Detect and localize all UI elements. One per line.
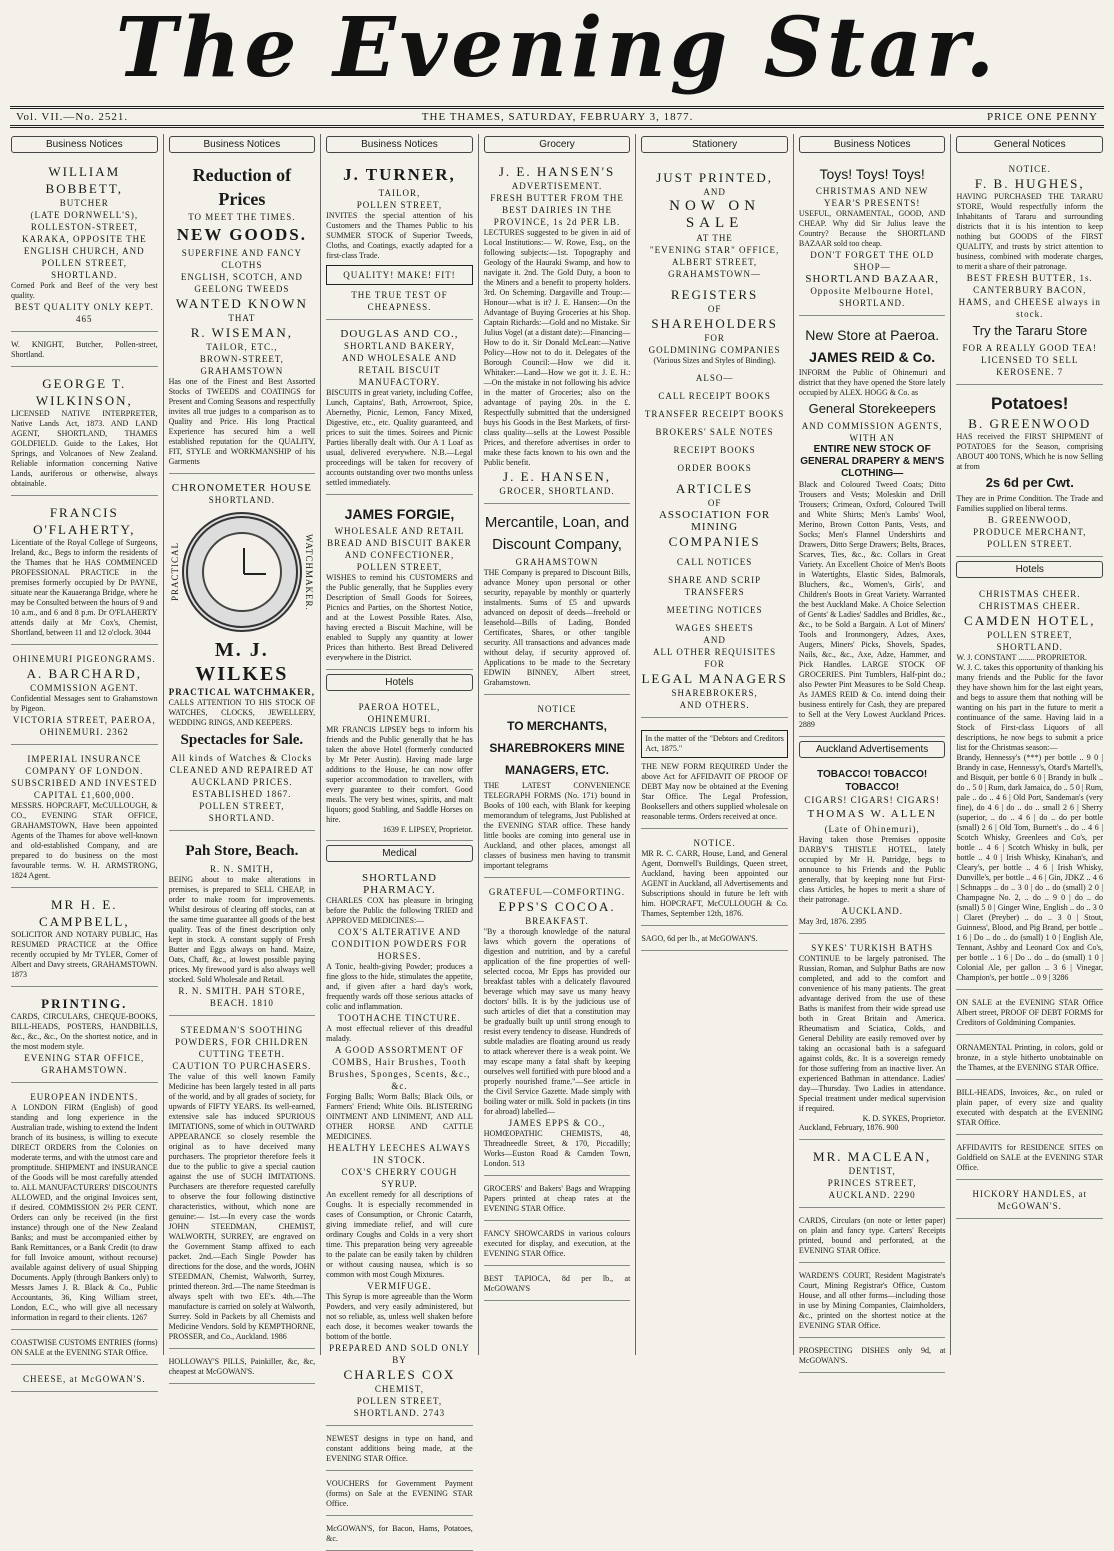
- ad-name: CAMDEN HOTEL,: [964, 613, 1096, 628]
- ad-line: (Various Sizes and Styles of Binding).: [653, 356, 776, 365]
- section-heading: Stationery: [641, 136, 788, 153]
- ad-name: EPPS'S COCOA.: [498, 899, 616, 914]
- ad-name: J. E. HANSEN'S: [498, 164, 616, 179]
- ad-heading: FRESH BUTTER FROM THE BEST DAIRIES IN THE PROVINCE, 1s 2d PER LB.: [490, 193, 624, 227]
- price: PRICE ONE PENNY: [987, 111, 1098, 123]
- ad-affidavits: [956, 1139, 1103, 1180]
- ad-vouchers: [326, 1475, 473, 1516]
- section-heading: Grocery: [484, 136, 631, 153]
- ad-heading: NOTICE.: [693, 838, 736, 848]
- pocket-watch-icon: [182, 512, 302, 632]
- ad-printing: [11, 991, 158, 1083]
- ad-box: In the matter of the "Debtors and Creditors Act, 1875.": [641, 730, 788, 758]
- ad-body: HICKORY HANDLES, at McGOWAN'S.: [972, 1189, 1087, 1211]
- ad-sub: WHOLESALE AND RETAIL: [334, 526, 465, 536]
- ad-trade: BUTCHER: [59, 198, 109, 208]
- ad-sub: NOTICE.: [1008, 164, 1051, 174]
- ad-sub: CIGARS! CIGARS! CIGARS!: [804, 795, 940, 805]
- masthead: [0, 0, 1114, 100]
- ad-carr-notice: [641, 833, 788, 926]
- ad-body: CARDS, CIRCULARS, CHEQUE-BOOKS, BILL-HEADS, POSTERS, HANDBILLS, &c., &c., &c., On the shortest notice, and in the most modern style.: [11, 1012, 158, 1051]
- ad-heading: Spectacles for Sale.: [180, 732, 304, 748]
- column-6: [794, 134, 952, 1365]
- ad-address: POLLEN STREET,: [356, 200, 443, 210]
- ad-debtors-form: [641, 722, 788, 829]
- ad-line: ARTICLES: [675, 481, 754, 496]
- ad-body: THE Company is prepared to Discount Bills, advance Money upon personal or other security, repayable by monthly or quarterly instalments. Sums of £5 and upwards advanced on deposit of deeds—freehold or leasehold—Bills of Lading, Bonded Certificates, Shares, or other tangible security. All transactions and advances made without delay, if security approved of. Applications to be made to the Secretary EDWIN BINNEY, Albert street, Grahamstown.: [483, 568, 631, 687]
- ad-address: POLLEN STREET,: [356, 562, 443, 572]
- ad-address: AUCKLAND. 2290: [828, 1190, 916, 1200]
- ad-line: FOR A REALLY GOOD TEA!: [962, 343, 1098, 353]
- ad-body: PROSPECTING DISHES only 9d, at McGOWAN'S.: [798, 1346, 946, 1365]
- ad-title: TOBACCO! TOBACCO! TOBACCO!: [817, 769, 928, 793]
- ad-title: Reduction of Prices: [192, 165, 292, 209]
- ad-title: Toys! Toys! Toys!: [819, 166, 925, 182]
- ad-body: HAVING PURCHASED THE TARARU STORE, Would respectfully inform the Inhabitants of Tararu and surrounding districts that it is his intention to keep nothing but GOODS of the FIRST QUALITY, and trusts by strict attention to business, combined with moderate charges, to merit a share of their patronage.: [956, 192, 1104, 271]
- ad-trade: BREAD AND BISCUIT BAKER AND CONFECTIONER,: [327, 538, 472, 560]
- ad-name: DOUGLAS AND CO.,: [340, 328, 459, 340]
- ad-body: MR R. C. CARR, House, Land, and General Agent, Dornwell's Buildings, Queen street, Auckland, having been appointed our AGENT in Auckland, all Advertisements and Subscriptions should in future be left with him. HOPCRAFT, McCULLOUGH & Co. Thames, September 12th, 1876.: [641, 849, 788, 918]
- ad-body: Having taken those Premises opposite DARBY'S THISTLE HOTEL, lately occupied by Mr H. Patridge, begs to announce to his Friends and the Public generally, that by keeping none but First-class Articles, he hopes to merit a share of their patronage.: [798, 835, 946, 904]
- section-heading: Hotels: [956, 561, 1103, 578]
- ad-line: NOW ON SALE: [669, 198, 761, 231]
- ad-campbell: [11, 892, 158, 987]
- ad-heading: Mercantile, Loan, and Discount Company,: [484, 514, 630, 553]
- ad-name: M. J. WILKES: [195, 639, 289, 685]
- ad-prospecting: [799, 1342, 946, 1373]
- ad-sykes-baths: [799, 938, 946, 1140]
- ad-heading: ENTIRE NEW STOCK OF GENERAL DRAPERY & MEN'S CLOTHING—: [800, 444, 945, 479]
- ad-cheese: [11, 1369, 158, 1392]
- ad-body: WISHES to remind his CUSTOMERS and the Public generally, that he Supplies every Description of Small Goods for Soirees, Picnics and Parties, on the Shortest Notice, and at the Lowest Possible Rates. Also, having erected a Biscuit Machine, will be enabled to Supply any quantity at lower Prices than hitherto. Best Bread Delivered everywhere in the District.: [326, 573, 473, 662]
- ad-address: HOMŒOPATHIC CHEMISTS, 48, Threadneedle Street, & 170, Piccadilly; Works—Euston Road & Camden Town, London. 513: [483, 1129, 631, 1168]
- column-2: [164, 134, 322, 1376]
- ad-name: SHORTLAND BAZAAR,: [805, 273, 940, 285]
- issue-date: THE THAMES, SATURDAY, FEBRUARY 3, 1877.: [421, 111, 694, 123]
- ad-name: MR H. E. CAMPBELL,: [38, 897, 130, 929]
- ad-body: CALLS ATTENTION TO HIS STOCK OF WATCHES, CLOCKS, JEWELLERY, WEDDING RINGS, AND KEEPERS.: [168, 698, 316, 727]
- ad-body: INFORM the Public of Ohinemuri and district that they have opened the Store lately occupied by ALEX. HOGG & Co. as: [798, 368, 946, 397]
- ad-sub: (LATE DORNWELL'S),: [30, 210, 139, 220]
- ad-heading: PAEROA HOTEL, OHINEMURI.: [358, 702, 441, 724]
- ad-proprietor: W. J. CONSTANT ........ PROPRIETOR.: [956, 653, 1088, 662]
- ad-body: WARDEN'S COURT, Resident Magistrate's Court, Mining Registrar's Office, Custom House, and all other forms—including those in use by Mining Companies, Claimholders, &c., printed on the shortest notice at the EVENING STAR Office.: [798, 1271, 946, 1330]
- ad-address: AUCKLAND.: [841, 906, 904, 916]
- ad-address: POLLEN STREET, SHORTLAND.: [199, 801, 285, 823]
- ad-line: ESTABLISHED 1867.: [192, 789, 292, 799]
- ad-name: JAMES REID & Co.: [809, 349, 936, 365]
- ad-line: JUST PRINTED,: [656, 170, 773, 185]
- ad-signature: K. D. SYKES, Proprietor.: [862, 1114, 946, 1123]
- ad-line: THAT: [228, 313, 256, 323]
- ad-body: HOLLOWAY'S PILLS, Painkiller, &c, &c, cheapest at McGOWAN'S.: [168, 1357, 316, 1376]
- ad-name: B. GREENWOOD: [968, 416, 1092, 431]
- ad-sago: [641, 930, 788, 951]
- ad-name: CHARLES COX: [343, 1367, 456, 1382]
- ad-hickory: [956, 1184, 1103, 1219]
- ad-telegraph-notice: [484, 699, 631, 878]
- ad-tagline: THE TRUE TEST OF CHEAPNESS.: [351, 290, 448, 312]
- ad-turner: [326, 159, 473, 320]
- ad-line: GRAHAMSTOWN—: [668, 269, 762, 279]
- ad-wardens-court: [799, 1267, 946, 1338]
- ad-heading: NEW GOODS.: [176, 225, 307, 244]
- ad-bobbett: [11, 159, 158, 332]
- ad-address: POLLEN STREET, SHORTLAND. 2743: [353, 1396, 446, 1418]
- ad-body: SAGO, 6d per lb., at McGOWAN'S.: [641, 934, 758, 943]
- ad-newest-designs: [326, 1430, 473, 1471]
- ad-line: LICENSED TO SELL KEROSENE. 7: [981, 355, 1079, 377]
- ad-body: INVITES the special attention of his Customers and the Thames Public to his SUMMER STOCK of Superior Tweeds, Cloths, and Coatings, exactly adapted for a first-class Trade.: [326, 211, 473, 260]
- ad-line: AND OTHERS.: [679, 700, 750, 710]
- ad-forgie: [326, 499, 473, 670]
- ad-title: Pah Store, Beach.: [185, 843, 299, 859]
- ad-body: BILL-HEADS, Invoices, &c., on ruled or plain paper, of every size and quality executed with despatch at the EVENING STAR Office.: [956, 1088, 1104, 1127]
- ad-hansen: [484, 159, 631, 504]
- column-3: [321, 134, 479, 1543]
- product-desc: A Tonic, health-giving Powder; produces a fine gloss to the hide, stimulates the appetite, and, if given after a hard day's work, frequently wards off those serious attacks of colic and inflammation.: [326, 962, 473, 1011]
- ad-wilkinson: [11, 371, 158, 496]
- ad-showcards: [484, 1225, 631, 1266]
- ad-name: WILLIAM BOBBETT,: [45, 164, 124, 196]
- watch-figure: [169, 506, 316, 638]
- ad-trade: PRACTICAL WATCHMAKER,: [168, 687, 315, 697]
- ad-line: WANTED KNOWN: [175, 296, 308, 311]
- ad-body: VOUCHERS for Government Payment (forms) on Sale at the EVENING STAR Office.: [326, 1479, 473, 1508]
- ad-name: JAMES FORGIE,: [344, 506, 455, 522]
- ad-body: BEING about to make alterations in premises, is prepared to SELL CHEAP, in order to make room for improvements. Whilst desirous of clearing off stocks, can at the same time guarantee all goods of the best quality. Teas of the finest description only kept in stock. A constant supply of Fresh Butter and Eggs always on hand. Maize, Oats, Chaff, &c., at lowest possible paying prices. My firewood yard is also always well stocked. Sold Wholesale and Retail.: [168, 875, 316, 984]
- section-heading: Business Notices: [11, 136, 158, 153]
- ad-line: ASSOCIATION FOR MINING: [658, 509, 771, 533]
- ad-body: BEST TAPIOCA, 8d per lb., at McGOWAN'S: [483, 1274, 631, 1293]
- ad-signature: JAMES EPPS & CO.,: [508, 1118, 606, 1128]
- ad-line: AND: [703, 635, 726, 645]
- ad-billheads: [956, 1084, 1103, 1135]
- ad-line: GOLDMINING COMPANIES: [648, 345, 781, 355]
- column-5: [636, 134, 794, 1355]
- ad-body: ORNAMENTAL Printing, in colors, gold or bronze, in a style hitherto unobtainable on the Thames, at the EVENING STAR Office.: [956, 1043, 1104, 1072]
- ad-heading: Try the Tararu Store: [972, 323, 1088, 338]
- ad-body: W. KNIGHT, Butcher, Pollen-street, Shortland.: [11, 340, 158, 359]
- ad-line: SHARE AND SCRIP TRANSFERS: [668, 575, 762, 597]
- ad-line: All kinds of Watches & Clocks: [171, 753, 313, 763]
- ad-signature: R. N. SMITH. PAH STORE, BEACH. 1810: [178, 986, 306, 1008]
- ad-paeroa-hotel: [326, 697, 473, 841]
- ad-body: THE LATEST CONVENIENCE TELEGRAPH FORMS (No. 171) bound in Books of 100 each, with Blank for keeping memorandum of telegrams, Just Published at the EVENING STAR office. These handy little books are coming into general use in Auckland, and other places, amongst all classes of business men having to transmit important telegrams: [483, 781, 631, 870]
- ad-title: STEEDMAN'S SOOTHING POWDERS, FOR CHILDREN CUTTING TEETH.: [174, 1025, 309, 1059]
- ad-body: McGOWAN'S, for Bacon, Hams, Potatoes, &c.: [326, 1524, 473, 1543]
- ad-heading: SYKES' TURKISH BATHS: [811, 943, 934, 953]
- ad-sub: AND COMMISSION AGENTS, WITH AN: [801, 421, 943, 443]
- ad-stationery: [641, 159, 788, 718]
- ad-line: "EVENING STAR" OFFICE,: [649, 245, 780, 255]
- product-name: HEALTHY LEECHES ALWAYS IN STOCK.: [328, 1143, 471, 1165]
- product-desc: This Syrup is more agreeable than the Worm Powders, and very easily administered, but not so reliable, as, unless well shaken before each dose, it becomes weaker towards the bottom of the bottle.: [326, 1292, 473, 1341]
- ad-title: Potatoes!: [991, 394, 1069, 413]
- ad-body: MR FRANCIS LIPSEY begs to inform his friends and the Public generally that he has taken the above Hotel (formerly conducted by Mr Peter Austin). Having made large additions to the House, he can now offer superior accommodation to travellers, with every guarantee to their comfort. Good meals. The very best wines, spirits, and malt liquors; good Stabling, and Saddle Horses on hire.: [326, 725, 473, 824]
- ad-toys: [799, 159, 946, 316]
- product-name: A GOOD ASSORTMENT OF COMBS, Hair Brushes, Tooth Brushes, Sponges, Scents, &c., &c.: [328, 1045, 471, 1091]
- ad-body: CONTINUE to be largely patronised. The Russian, Roman, and Sulphur Baths are now completed, and add to the comfort and convenience of his many patients. The great advantage derived from the use of these Baths is manifest from their wide spread use both in Great Britain and America. Rheumatism and Sciatica, Colds, and General Debility are easily removed over by taking an occasional bath is a safeguard against colds, &c. It is a sovereign remedy for those suffering from an inactive liver. An experienced Bathman in attendance. Ladies' day—Thursday. Two Ladies in attendance. Special treatment under medical supervision if required.: [798, 954, 946, 1113]
- ad-line: CANTERBURY BACON, HAMS, and CHEESE always in stock.: [958, 285, 1101, 319]
- ad-body: ON SALE at the EVENING STAR Office Albert street, PROOF OF DEBT FORMS for Creditors of Goldmining Companies.: [956, 998, 1104, 1027]
- dateline: [10, 106, 1104, 128]
- ad-address: GROCER, SHORTLAND.: [499, 486, 615, 496]
- ad-body: FANCY SHOWCARDS in various colours executed for display, and execution, at the EVENING STAR Office.: [483, 1229, 631, 1258]
- columns: [6, 134, 1108, 1543]
- ad-line: ENGLISH, SCOTCH, AND GEELONG TWEEDS: [180, 272, 303, 294]
- ad-name: THOMAS W. ALLEN: [807, 808, 937, 820]
- ad-name: R. WISEMAN,: [190, 325, 294, 340]
- ad-line: ALSO—: [695, 373, 734, 383]
- ad-body: THE NEW FORM REQUIRED Under the above Act for AFFIDAVIT OF PROOF OF DEBT May now be obtained at the Evening Star Office. The Legal Profession, Booksellers and others supplied wholesale on reasonable terms. Orders received at once.: [641, 762, 788, 821]
- ad-name: A. BARCHARD,: [26, 666, 142, 681]
- ad-signature: 1639 F. LIPSEY, Proprietor.: [382, 825, 473, 834]
- volume-number: Vol. VII.—No. 2521.: [16, 111, 129, 123]
- ad-title: New Store at Paeroa.: [805, 327, 940, 343]
- ad-line: OF: [707, 304, 722, 314]
- ad-body: CHARLES COX has pleasure in bringing before the Public the following TRIED and APPROVED MEDICINES:—: [326, 896, 473, 925]
- ad-pharmacy: [326, 868, 473, 1426]
- ad-body: Black and Coloured Tweed Coats; Ditto Trousers and Vests; Moleskin and Drill Trousers; Crimean, Oxford, Coloured Twill and White Shirts; Men's Lambs' Wool, Merino, Brown Cotton Pants, Vests, and Socks; Men's Flannel Undershirts and Drawers, Ditto Serge Drawers; Belts, Braces, Scarves, Ties, &c., &c. Collars in Great Variety. An Excellent Choice of Men's Boots in Watertights, Elastic Sides, Balmorals, Bluchers, &c., Women's, Girls', and Children's Boots in Great Variety. Warranted the best Auckland Make. A Choice Selection of Gents' & Ladies' Saddles and Bridles, &c., &c., to be Sold a Bargain. A Lot of Miners' Tools and Ironmongery, Adzes, Axes, Augers, Miners' Picks, Shovels, Spades, Nails, &c., &c., Axe, Adze, Hammer, and Pick Handles. LARGE STOCK OF GROCERIES. Pint Tumblers, Half-pint do.; also Pewter Pint Measures to be Sold Cheap. As JAMES REID & Co. intend doing their business entirely for Cash, they are prepared to Sell at the Very Lowest Auckland Prices. 2889: [798, 480, 946, 729]
- ad-knight: [11, 336, 158, 367]
- section-heading: Auckland Advertisements: [799, 741, 946, 758]
- ad-line: MEETING NOTICES: [666, 605, 763, 615]
- ad-sub: SHORTLAND BAKERY,: [344, 341, 455, 351]
- product-name: TOOTHACHE TINCTURE.: [338, 1013, 461, 1023]
- ad-body: W. J. C. takes this opportunity of thanking his many friends and the Public for the favor they have shown him for the last eight years, and begs to assure them that nothing will be wanting on his part in the future to merit a continuance of the same. Having laid in a Stock of First-class Liquors of all descriptions, he now begs to submit a price list for the Christmas season:—: [956, 663, 1104, 752]
- ad-heading: TO MERCHANTS, SHAREBROKERS MINE MANAGERS, ETC.: [489, 719, 625, 777]
- ad-insurance: [11, 749, 158, 888]
- ad-body: SOLICITOR AND NOTARY PUBLIC, Has RESUMED PRACTICE at the Office recently occupied by Mr TYLER, Corner of Albert and Davy streets, GRAHAMSTOWN. 1873: [11, 930, 158, 979]
- ad-line: AT THE: [696, 233, 733, 243]
- ad-line: COMPANIES: [668, 534, 761, 549]
- ad-tagline: BEST QUALITY ONLY KEPT. 465: [14, 302, 154, 324]
- ad-line: OF: [707, 498, 722, 508]
- ad-body: LICENSED NATIVE INTERPRETER, Native Lands Act, 1873. AND LAND AGENT, SHORTLAND, THAMES GOLDFIELD. Guide to the Lakes, Hot Springs, and Volcanoes of New Zealand. Reliable information concerning Native Lands, auriferous or otherwise, always obtainable.: [11, 409, 158, 488]
- ad-name: R. N. SMITH,: [209, 864, 274, 874]
- ad-mercantile: [484, 508, 631, 695]
- section-heading: Business Notices: [169, 136, 316, 153]
- ad-body: NEWEST designs in type on hand, and constant additions being made, at the EVENING STAR Office.: [326, 1434, 473, 1463]
- ad-maclean: [799, 1144, 946, 1208]
- ad-name: GEORGE T. WILKINSON,: [35, 376, 133, 408]
- ad-sub: (Late of Ohinemuri),: [824, 824, 920, 834]
- ad-body: Confidential Messages sent to Grahamstown by Pigeon.: [11, 694, 158, 713]
- column-7: [951, 134, 1108, 1355]
- ad-line: AND: [703, 187, 726, 197]
- ad-line: ALL OTHER REQUISITES: [653, 647, 777, 657]
- ad-heading: SHORTLAND PHARMACY.: [361, 872, 437, 896]
- ad-line: SUPERFINE AND FANCY CLOTHS: [181, 248, 303, 270]
- product-desc: A most effectual reliever of this dreadful malady.: [326, 1024, 473, 1043]
- ad-heading: CHRISTMAS CHEER. CHRISTMAS CHEER.: [979, 589, 1081, 611]
- ad-body: USEFUL, ORNAMENTAL, GOOD, AND CHEAP. Why did Sir Julius leave the Country? Because the SHORTLAND BAZAAR sold too cheap.: [798, 209, 946, 248]
- ad-address: Opposite Melbourne Hotel, SHORTLAND.: [810, 286, 935, 308]
- ad-body: Has one of the Finest and Best Assorted Stocks of TWEEDS and COATINGS for Present and Coming Seasons and respectfully invites all true judges to a comparison as to Quality and Price. His long Practical Experience has secured him a well established reputation for the QUALITY, FIT, STYLE and WORKMANSHIP of his Garments: [168, 377, 316, 466]
- ad-heading: PRINTING.: [41, 996, 128, 1011]
- ad-body: CARDS, Circulars (on note or letter paper) on plain and fancy type. Carters' Receipts printed, bound and perforated, at the EVENING STAR Office.: [798, 1216, 946, 1255]
- ad-line: CLEANED AND REPAIRED AT AUCKLAND PRICES.: [169, 765, 315, 787]
- ad-address: PRINCES STREET,: [827, 1178, 917, 1188]
- ad-epps-cocoa: [484, 882, 631, 1176]
- column-4: [479, 134, 637, 1355]
- ad-line: LEGAL MANAGERS: [641, 671, 788, 686]
- ad-oflaherty: [11, 500, 158, 645]
- ad-pah-store: [169, 835, 316, 1016]
- ad-price: 2s 6d per Cwt.: [985, 475, 1074, 490]
- section-heading: Hotels: [326, 674, 473, 691]
- ad-body: LECTURES suggested to be given in aid of Local Institutions:— W. Rowe, Esq., on the following subjects:—1st. Topography and Geology of the Hauraki Swamp, and how to navigate it. 2nd. The Gold Duty, a boon to the Miners and a benefit to property holders. 3rd. On Scheming. Dargaville and Troup:—Honour—what is it? J. E. Hansen:—On the Advantage of Buying Groceries at his Shop. Captain Richards:—Gold and no Mistake. Sir Julius Vogel (at a distant date):—Financing—How to do it. Sir Donald McLean:—Native Policy—How not to do it. Delegates of the Borough Council:—How we did it. Whitaker:—Land—How we got it. J. E. H.:—On the mistake in not following his advice in the matter of Groceries; also on the advantage of paying 20s. in the £. Respectfully submitted that the undersigned buys his Goods in the Best Markets, of first-class quality—sells at the Lowest Possible Prices, and therefore advertises in order to make these facts known to his own and the Public benefit.: [483, 228, 631, 467]
- ad-name: FRANCIS O'FLAHERTY,: [33, 505, 136, 537]
- ad-body: Licentiate of the Royal College of Surgeons, Ireland, &c., Begs to inform the residents of the Thames that he HAS COMMENCED PROFESSIONAL PRACTICE in the premises formerly occupied by Dr PAYNE, situate near the Kauaeranga Bridge, where he may be Consulted between the hours of 9 and 10 a.m., and 6 and 8 p.m. Dr O'FLAHERTY attends daily at Mr Cox's, Chemist, Shortland, between 11 and 12 o'clock. 3044: [11, 538, 158, 637]
- ad-trade: CHEMIST,: [374, 1384, 424, 1394]
- ad-body: CHEESE, at McGOWAN'S.: [22, 1374, 146, 1384]
- ad-pigeongrams: [11, 649, 158, 745]
- ad-trade: TAILOR,: [378, 188, 421, 198]
- ad-line: FOR: [704, 333, 725, 343]
- ad-sub: GRAHAMSTOWN: [515, 557, 599, 567]
- product-name: COX'S ALTERATIVE AND CONDITION POWDERS FOR HORSES.: [331, 927, 468, 961]
- ad-sub: SUBSCRIBED AND INVESTED CAPITAL £1,600,000.: [11, 778, 158, 800]
- ad-sub: CHRISTMAS AND NEW YEAR'S PRESENTS!: [815, 186, 929, 208]
- ad-trade: AND WHOLESALE AND RETAIL BISCUIT MANUFACTORY.: [342, 353, 457, 387]
- ad-line: BROKERS' SALE NOTES: [655, 427, 774, 437]
- ad-heading: General Storekeepers: [808, 401, 936, 416]
- ad-trade: DENTIST,: [848, 1166, 896, 1176]
- ad-line: REGISTERS: [670, 287, 759, 302]
- price-list: Brandy, Hennessy's (***) per bottle .. 9 0 | Brandy in case, Hennessy's, Otard's Martell's, and Bisquit, per bottle 6 0 | Brandy in bulk .. do .. 5 0 | Rum, dark Jamaica, do .. 5 0 | Rum, pale .. do .. 4 6 | Old Port, Sandeman's (very fine), do 4 6 | do .. do .. small 2 6 | Sherry (superior, .. do .. 4 6 | do .. do per bottle (small) 2 6 | Old Tom, Burnett's .. do .. 4 6 | Scotch Whisky, Greenlees and Co's, per bottle .. 4 6 | Scotch Whisky in bulk, per bottle .. 4 0 | Irish Whisky, Kinahan's, and Cleary's, per bottle .. 4 6 | Irish Whisky, Dunville's, per bottle .. 4 6 | Gin, JDKZ .. 4 6 | Schnapps .. do .. 3 0 | do .. do (small) 2 0 | Champagne No. 2, .. do .. 9 0 | do .. do (small) 5 0 | Ginger Wine, English .. do .. 3 0 | Claret (Preyber) .. do .. 3 0 | Stout, Guinness', Blood, and Pig Brand, per bottle .. 1 6 | Do .. do .. do (small) 1 0 | English Ale, Tennant, Ashby and Leonard Cox and Co's, per bottle .. 1 6 | Do .. do .. do (small) 1 0 | Colonial Ale, per gallon .. 3 6 | Vinegar, Champion's, per bottle .. 0 9 | 3286: [956, 753, 1104, 982]
- section-heading: Medical: [326, 845, 473, 862]
- ad-mcgowans-bacon: [326, 1520, 473, 1551]
- ad-name: MR. MACLEAN,: [813, 1149, 932, 1164]
- section-heading: Business Notices: [326, 136, 473, 153]
- ad-sub: SHORTLAND.: [208, 495, 275, 505]
- watch-side-label: WATCHMAKER.: [304, 533, 315, 611]
- ad-line: CALL RECEIPT BOOKS: [658, 391, 771, 401]
- ad-heading: EUROPEAN INDENTS.: [30, 1092, 139, 1102]
- ad-address: VICTORIA STREET, PAEROA, OHINEMURI. 2362: [12, 715, 156, 737]
- section-heading: Business Notices: [799, 136, 946, 153]
- ad-greenwood: [956, 389, 1103, 557]
- ad-line: FOR: [704, 659, 725, 669]
- ad-body: BISCUITS in great variety, including Coffee, Lunch, Captains', Bath, Arrowroot, Spice, Abernethy, Picnic, Lemon, Fancy Mixed, Digestive, etc., etc. Quality guaranteed, and prices to suit the times. Soirees and Picnic Parties liberally dealt with. Our A 1 Loaf as usual, delivered everywhere. N.B.—Legal proceedings will be taken for recovery of accounts outstanding over two months unless settled immediately.: [326, 388, 473, 487]
- ad-trade: COMMISSION AGENT.: [30, 683, 139, 693]
- ad-date: May 3rd, 1876. 2395: [798, 917, 867, 926]
- ad-camden-hotel: [956, 584, 1103, 990]
- ad-sub: NOTICE: [537, 704, 577, 714]
- ad-heading: OHINEMURI PIGEONGRAMS.: [12, 654, 156, 664]
- ad-allen-tobacco: [799, 764, 946, 934]
- ad-signature: B. GREENWOOD,: [987, 515, 1072, 525]
- ad-reid: [799, 320, 946, 737]
- ad-cards: [799, 1212, 946, 1263]
- ad-body: AFFIDAVITS for RESIDENCE SITES on Goldfield on SALE at the EVENING STAR Office.: [956, 1143, 1104, 1172]
- ad-name: J. TURNER,: [343, 165, 456, 184]
- ad-heading: CHRONOMETER HOUSE: [171, 482, 312, 494]
- ad-body: A LONDON FIRM (English) of good standing and long experience in the Australian trade, wishing to extend the Indent branch of its business, is willing to execute DIRECT ORDERS from the Colonies on moderate terms, and with the utmost care and promptitude. SHIPMENT and INSURANCE of the Goods will be most carefully attended to. ALL MANUFACTURERS' DISCOUNTS ALLOWED, and the original Invoices sent, if desired. COMMISSION 2½ PER CENT. Orders can only be received (in the first instance) through one of the New Zealand Banks; and must be accompanied either by Bank Remittances, or a Bank Credit (to draw for full Invoice amount, without recourse) available against delivery of usual Shipping Documents. Apply (through Bankers only) to Messrs James J. R. Black & Co., Public Accountants, 36, King William street, London, E.C., who will give all necessary information in regard to their clients. 1267: [11, 1103, 158, 1322]
- product-name: COX'S CHERRY COUGH SYRUP.: [341, 1167, 458, 1189]
- ad-line: CALL NOTICES: [676, 557, 753, 567]
- ad-date: Auckland, February, 1876. 900: [798, 1123, 899, 1132]
- ad-sub: BREAKFAST.: [525, 916, 589, 926]
- ad-grocers-bags: [484, 1180, 631, 1221]
- ad-name: F. B. HUGHES,: [974, 176, 1085, 191]
- ad-heading: GRATEFUL—COMFORTING.: [488, 887, 626, 897]
- newspaper-title: The Evening Star.: [115, 0, 999, 96]
- ad-coastwise: [11, 1334, 158, 1365]
- ad-ornamental: [956, 1039, 1103, 1080]
- ad-wilkes: [169, 478, 316, 831]
- section-heading: General Notices: [956, 136, 1103, 153]
- ad-address: PRODUCE MERCHANT, POLLEN STREET.: [973, 527, 1087, 549]
- ad-holloway: [169, 1353, 316, 1384]
- ad-heading: IMPERIAL INSURANCE COMPANY OF LONDON.: [25, 754, 144, 776]
- ad-body: They are in Prime Condition. The Trade and Families supplied on liberal terms.: [956, 494, 1104, 513]
- ad-line: RECEIPT BOOKS: [673, 445, 756, 455]
- ad-body: COASTWISE CUSTOMS ENTRIES (forms) ON SALE at the EVENING STAR Office.: [11, 1338, 158, 1357]
- ad-box: QUALITY! MAKE! FIT!: [326, 265, 473, 285]
- watch-side-label: PRACTICAL: [169, 542, 180, 602]
- ad-douglas: [326, 324, 473, 495]
- ad-address: POLLEN STREET, SHORTLAND.: [987, 630, 1073, 652]
- ad-tapioca: [484, 1270, 631, 1301]
- ad-sub: TO MEET THE TIMES.: [188, 212, 296, 222]
- ad-address: EVENING STAR OFFICE, GRAHAMSTOWN.: [24, 1053, 145, 1075]
- ad-wiseman: [169, 159, 316, 474]
- ad-signature: J. E. HANSEN,: [503, 469, 612, 484]
- ad-trade: TAILOR, ETC.,: [206, 342, 278, 352]
- column-1: [6, 134, 164, 1384]
- ad-line: ALBERT STREET,: [672, 257, 758, 267]
- ad-line: SHAREBROKERS,: [671, 688, 758, 698]
- ad-body: The value of this well known Family Medicine has been largely tested in all parts of the world, and by all grades of society, for upwards of FIFTY YEARS. Its well-earned, extensive sale has induced SPURIOUS IMITATIONS, some of which in OUTWARD APPEARANCE so closely resemble the original as to have deceived many purchasers. The proprietor therefore feels it due to the public to give a special caution against the use of SUCH IMITATIONS. Purchasers are therefore requested carefully to observe the four following distinctive characteristics, without, which none are genuine:— 1st.—In every case the words JOHN STEEDMAN, CHEMIST, WALWORTH, SURREY, are engraved on the Government Stamp affixed to each packet. 2nd.—Each Single Powder has directions for the dose, and the words, JOHN STEEDMAN, Chemist, Walworth, Surrey, printed thereon. 3rd.—The name Steedman is always spelt with two EE's. 4th.—The manufacture is carried on solely at Walworth, Surrey. Sold in Packets by all Chemists and Medicine Vendors. Sold by KEMPTHORNE, PROSSER, and Co., Auckland. 1986: [168, 1072, 316, 1341]
- product-desc: Forging Balls; Worm Balls; Black Oils, or Farmers' Friend; White Oils. BLISTERING OINTMENT AND LINIMENT, AND ALL OTHER HORSE AND CATTLE MEDICINES.: [326, 1092, 473, 1141]
- ad-line: DON'T FORGET THE OLD SHOP—: [810, 250, 935, 272]
- ad-proof-of-debt: [956, 994, 1103, 1035]
- product-desc: An excellent remedy for all descriptions of Coughs. It is especially recommended in cases of Consumption, or Chronic Catarrh, giving immediate relief, and will cure ordinary Coughs and Colds in a very short time. This preparation being very agreeable to the palate can be easily taken by children or without causing nausea, which is so common with most Cough Mixtures.: [326, 1190, 473, 1279]
- ad-line: WAGES SHEETS: [675, 623, 754, 633]
- ad-body: "By a thorough knowledge of the natural laws which govern the operations of digestion and nutrition, and by a careful application of the fine properties of well-selected cocoa, Mr Epps has provided our breakfast tables with a delicately flavoured beverage which may save us many heavy doctors' bills. It is by the judicious use of such articles of diet that a constitution may be gradually built up until strong enough to resist every tendency to disease. Hundreds of subtle maladies are floating around us ready to attack wherever there is a weak point. We may escape many a fatal shaft by keeping ourselves well fortified with pure blood and a properly nourished frame."—See article in the Civil Service Gazette. Made simply with boiling water or milk. Sold in packets (in tins for abroad) labelled—: [483, 927, 631, 1116]
- ad-sub: PREPARED AND SOLD ONLY BY: [329, 1343, 470, 1365]
- ad-indents: [11, 1087, 158, 1330]
- ad-steedman: [169, 1020, 316, 1349]
- ad-line: TRANSFER RECEIPT BOOKS: [644, 409, 785, 419]
- ad-line: SHAREHOLDERS: [651, 316, 778, 331]
- ad-line: BEST FRESH BUTTER, 1s.: [966, 273, 1093, 283]
- ad-address: BROWN-STREET, GRAHAMSTOWN: [199, 354, 284, 376]
- ad-hughes: [956, 159, 1103, 385]
- ad-sub: ADVERTISEMENT.: [511, 181, 603, 191]
- ad-address: ROLLESTON-STREET, KARAKA, OPPOSITE THE ENGLISH CHURCH, AND POLLEN STREET, SHORTLAND.: [21, 222, 147, 280]
- product-name: VERMIFUGE.: [367, 1281, 432, 1291]
- ad-sub: CAUTION TO PURCHASERS.: [172, 1061, 312, 1071]
- ad-body: GROCERS' and Bakers' Bags and Wrapping Papers printed at cheap rates at the EVENING STAR Office.: [483, 1184, 631, 1213]
- ad-body: HAS received the FIRST SHIPMENT of POTATOES for the Season, comprising ABOUT 400 TONS, Which he is now Selling at from: [956, 432, 1104, 471]
- ad-line: ORDER BOOKS: [677, 463, 752, 473]
- ad-body: MESSRS. HOPCRAFT, McCULLOUGH, & CO., EVENING STAR OFFICE, GRAHAMSTOWN, Have been appointed Agents of the Thames for above well-known and old-established Company, and are prepared to do business on the most favourable terms. W. H. ARMSTRONG, 1824 Agent.: [11, 801, 158, 880]
- ad-body: Corned Pork and Beef of the very best quality.: [11, 281, 158, 300]
